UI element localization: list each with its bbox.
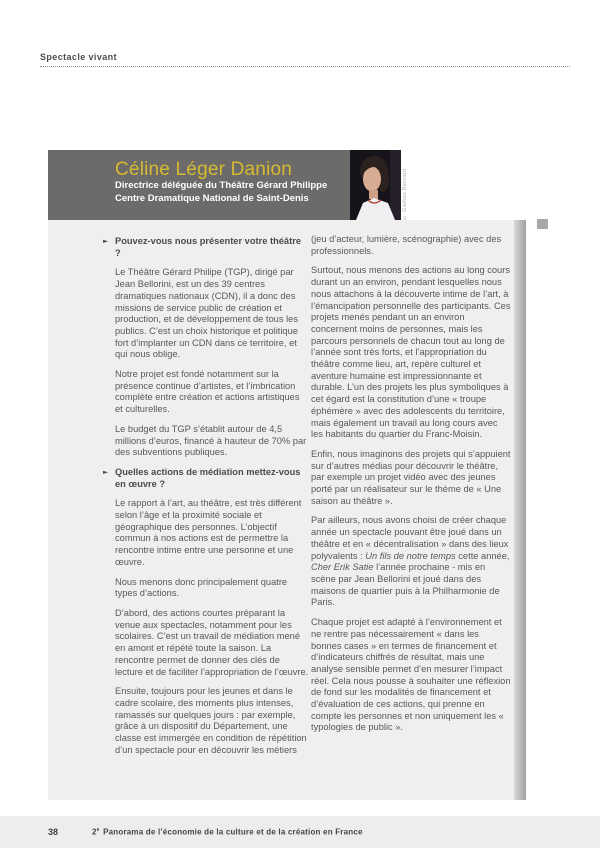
report-title (92, 827, 363, 837)
paragraph: Ensuite, toujours pour les jeunes et dans le cadre scolaire, des moments plus intenses, ramassés sur quelques jours : par exemple, grâce à un dispositif du Département, une classe est immergée en condition de répétition d’un spectacle pour en découvrir les métiers (115, 686, 307, 755)
page-number: 38 (48, 827, 59, 837)
paragraph: Chaque projet est adapté à l’environnement et ne rentre pas nécessairement « dans les bonnes cases » en termes de financement et d’indicateurs chiffrés de résultat, mais une analyse sensible permet d’en mesurer l’impact réel. Cela nous pousse à souhaiter une réflexion de fond sur les modalités de financement et d’évaluation de ces actions, qui prenne en compte les personnes et non uniquement les « typologies de public ». (311, 617, 511, 733)
interview-question (103, 236, 309, 259)
portrait-photo (350, 150, 401, 220)
report-edition-sup: e (96, 827, 100, 834)
report-title-text: Panorama de l’économie de la culture et de la création en France (103, 827, 363, 837)
paragraph: Nous menons donc principalement quatre types d’actions. (115, 576, 288, 599)
paragraph: Enfin, nous imaginons des projets qui s’appuient sur d’autres médias pour découvrir le théâtre, par exemple un projet vidéo avec des jeunes porté par un réalisateur sur le thème de « Une saison au théâtre ». (311, 448, 511, 506)
section-label: Spectacle vivant (40, 52, 570, 67)
photo-credit: © Gaëtan Bernard (402, 168, 408, 220)
paragraph: Par ailleurs, nous avons choisi de créer chaque année un spectacle pouvant être joué dans un théâtre et en « décentralisation » dans des lieux polyvalents : Un fils de notre temps cette année, Cher Erik Satie l’année prochaine - mis en scène par Jean Bellorini et joué dans des maisons de quartier puis à la Philharmonie de Paris. (311, 515, 510, 608)
profile-name: Céline Léger Danion (115, 159, 293, 180)
triangle-bullet-icon: ► (103, 237, 108, 245)
profile-role-line1: Directrice déléguée du Théâtre Gérard Philippe (115, 180, 328, 191)
footer-bar (0, 816, 600, 848)
paragraph: Surtout, nous menons des actions au long cours durant un an environ, pendant lesquelles nous nous attachons à la découverte intime de l’art, à l’émancipation personnelle des participants. Ces projets menés pendant un an environ concernent moins de personnes, mais les parcours personnels de chacun tout au long de l’année sont très forts, et l’appropriation du théâtre comme lieu, art, repère culturel et aventure humaine est impressionnante et durable. L’un des projets les plus symboliques à cet égard est la constitution d’une « troupe éphémère » avec des adolescents du territoire, mais également un travail au long cours avec les habitants du quartier du Franc-Moisin. (311, 265, 511, 440)
paragraph: Le Théâtre Gérard Philipe (TGP), dirigé par Jean Bellorini, est un des 39 centres dramatiques nationaux (CDN), il a donc des missions de service public de création et production, et de développement de tous les publics. C’est un choix historique et politique fort d’implanter un CDN dans ce territoire, et qui nous oblige. (115, 267, 298, 360)
profile-role-line2: Centre Dramatique National de Saint-Denis (115, 192, 309, 204)
page-tab-marker (537, 219, 548, 229)
paragraph: Le rapport à l’art, au théâtre, est très différent selon l’âge et la proximité sociale et géographique des personnes. L’objectif commun à nos actions est de permettre la rencontre intime entre une personne et une œuvre. (115, 498, 302, 567)
paragraph: D’abord, des actions courtes préparant la venue aux spectacles, notamment pour les scolaires. C’est un travail de médiation mené en amont et répété toute la saison. La rencontre permet de donner des clés de lecture et de faciliter l’appropriation de l’œuvre. (115, 607, 309, 677)
side-rail (514, 220, 526, 800)
paragraph: Notre projet est fondé notamment sur la présence continue d’artistes, et l’imbrication complète entre création et actions artistiques et culturelles. (115, 369, 300, 415)
profile-header-box (48, 150, 350, 220)
report-edition: 2 (92, 827, 97, 837)
interview-left-column (103, 234, 309, 764)
interview-question (103, 467, 309, 490)
portrait-photo-image (350, 150, 401, 220)
question-text: Pouvez-vous nous présenter votre théâtre ? (115, 236, 301, 258)
interview-right-column (311, 234, 512, 742)
question-text: Quelles actions de médiation mettez-vous en œuvre ? (115, 466, 301, 489)
paragraph: (jeu d’acteur, lumière, scénographie) avec des professionnels. (311, 234, 502, 256)
triangle-bullet-icon: ► (103, 467, 108, 476)
paragraph: Le budget du TGP s’établit autour de 4,5 millions d’euros, financé à hauteur de 70% par des subventions publiques. (115, 423, 307, 458)
